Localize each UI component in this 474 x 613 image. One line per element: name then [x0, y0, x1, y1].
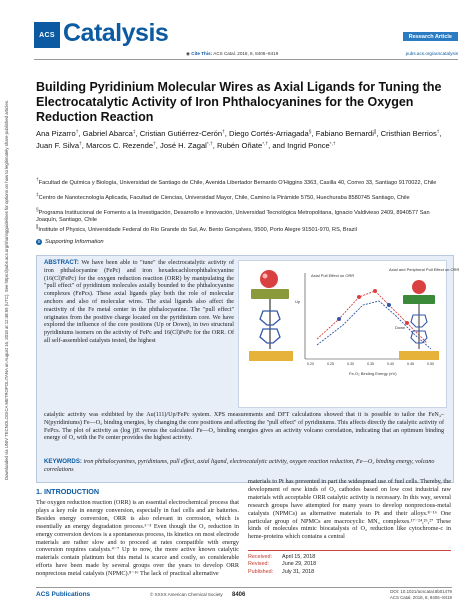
- intro-column-right: materials to Pt has prevented in part the widespread use of fuel cells. Thereby, the development of new kinds of O₂ cathodes based on low cost industrial raw materials with acceptable ORR catalytic activity is necessary. In this way, several research groups have attempted for many years to develop nonprecious-metal catalysts (NPMCs) as alternative materials to Pt and their alloys.⁸⁻¹⁶ One particular group of NPMCs are macrocyclic MN₄ complexes.¹⁷⁻²⁴,²⁶,²⁷ These kinds of molecules mimic biocatalysts of O₂ reduction like cytochrome-c in heme-proteins which contains a central: [248, 478, 451, 541]
- toc-graphic: [238, 260, 460, 408]
- affiliation-2: ‡Centro de Nanotecnología Aplicada, Facultad de Ciencias, Universidad Mayor, Chile, Camino la Pirámide 5750, Huechuraba 8580745 Santiago, Chile: [36, 193, 410, 201]
- journal-name: Catalysis: [63, 19, 169, 47]
- toc-x-label: Fe-O₂ Binding Energy (eV): [349, 371, 397, 376]
- author[interactable]: Juan F. Silva†,: [36, 140, 84, 150]
- article-title: Building Pyridinium Molecular Wires as Axial Ligands for Tuning the Electrocatalytic Activity of Iron Phthalocyanines for the Oxygen Reduction Reaction: [36, 80, 442, 124]
- author[interactable]: Marcos C. Rezende†,: [85, 140, 158, 150]
- toc-x-tick: 0.30: [347, 362, 354, 366]
- affiliation-1: †Facultad de Química y Biología, Universidad de Santiago de Chile, Avenida Libertador Bernardo O'Higgins 3363, Casilla 40, Correo 33, Santiago 9170022, Chile: [36, 178, 437, 186]
- author[interactable]: Fabiano Bernardi∥,: [315, 129, 379, 138]
- toc-x-tick: 0.45: [407, 362, 414, 366]
- copyright: © XXXX American Chemical Society: [150, 592, 223, 597]
- acs-mark: ACS: [34, 22, 60, 48]
- publication-dates: [248, 550, 451, 576]
- author[interactable]: Ana Pizarro†,: [36, 129, 81, 138]
- affiliation-3: §Programa Institucional de Fomento a la Investigación, Desarrollo e Innovación, Universidad Tecnológica Metropolitana, Ignacio Valdivieso 2409, 8940577 San Joaquín, Santiago, Chile: [36, 208, 430, 224]
- affiliation-4: ∥Institute of Physics, Universidade Federal do Rio Grande do Sul, Av. Bento Gonçalves, 9500, Porto Alegre 91501-970, RS, Brazil: [36, 225, 357, 233]
- intro-column-left: The oxygen reduction reaction (ORR) is an essential electrochemical process that plays a key role in energy conversion, especially in fuel cells and air batteries. Besides energy conversion, ORR is also relevant in corrosion, which is essentially an energy degradation process.¹⁻³ Even though the O₂ reduction in energy conversion devices is a spontaneous process, its kinetics on most electrode materials are rather slow and to proceed at rates compatible with energy conversion requires catalysts.⁴⁻⁷ Up to now, the more active known catalytic materials contain platinum but this metal is scarce and costly, so considerable efforts have been made by several groups over the years to develop ORR nonprecious metal catalysts (NPMC).⁸⁻¹⁶ The lack of practical alternative: [36, 499, 239, 578]
- toc-x-tick: 0.25: [327, 362, 334, 366]
- journal-link[interactable]: pubs.acs.org/acscatalysis: [405, 51, 458, 56]
- cite-icon: ◉: [186, 51, 192, 56]
- supporting-information-link[interactable]: S Supporting Information: [37, 239, 104, 245]
- author[interactable]: and Ingrid Ponce*,†: [272, 140, 336, 150]
- keywords: KEYWORDS: iron phthalocyanines, pyridiniums, pull effect, axial ligand, electrocatalytic activity, oxygen reaction reduction, Fe—O₂ binding energy, volcano correlations: [44, 458, 435, 473]
- author[interactable]: Rubén Oñate*,†,: [217, 140, 271, 150]
- page-number: 8406: [232, 592, 246, 598]
- author-list: [36, 128, 452, 151]
- toc-left-label: Axial Pull Effect on ORR: [311, 273, 355, 278]
- info-icon: S: [37, 239, 41, 244]
- toc-x-tick: 0.35: [367, 362, 374, 366]
- toc-x-tick: 0.50: [427, 362, 434, 366]
- article-type-badge: Research Article: [403, 32, 458, 41]
- down-label: Down: [395, 325, 406, 330]
- author[interactable]: Gabriel Abarca‡,: [82, 129, 138, 138]
- download-side-note: Downloaded via UNIV TECNOLOGICA METROPOLITANA on August 16, 2018 at 12:48:59 (UTC). See https://pubs.acs.org/sharingguidelines for options on how to legitimately share published articles.: [4, 99, 9, 480]
- date-revised: Revised: June 29, 2018: [248, 561, 317, 568]
- doi-info[interactable]: DOI: 10.1021/acscatal.8b01479 ACS Catal. 2018, 8, 8406−8419: [389, 589, 452, 600]
- author[interactable]: Diego Cortés-Arriagada§,: [228, 129, 314, 138]
- cite-line[interactable]: ◉ Cite This: ACS Catal. 2018, 8, 8406−8419: [186, 51, 279, 56]
- section-heading: 1. INTRODUCTION: [36, 487, 100, 496]
- author[interactable]: José H. Zagal*,†,: [160, 140, 215, 150]
- toc-x-tick: 0.20: [307, 362, 314, 366]
- journal-logo: [34, 19, 172, 48]
- author[interactable]: Cristhian Berrios†,: [380, 129, 442, 138]
- date-received: Received: April 15, 2018: [248, 554, 316, 560]
- abstract-text-part1: ABSTRACT: We have been able to "tune" the electrocatalytic activity of iron phthalocyanine (FePc) and iron hexadecachlorophthalocyanine (16(Cl)FePc) for the oxygen reduction reaction (ORR) by manipulating the "pull effect" of pyridinium molecules axially bounded to the phthalocyanine complexes (FePcs). These axial ligands play both the role of molecular anchors and also of molecular wires. The axial ligands also affect the reactivity of the Fe metal center in the phthalocyanine. The "pull effect" originates from the positive charge located on the pyridinium core. We have explored the influence of the core positions (Up or Down), in two structural pyridiniums isomers on the activity of FePc and 16(Cl)FePc for the ORR. Of all self-assembled catalysts tested, the highest: [44, 259, 234, 344]
- toc-x-tick: 0.40: [387, 362, 394, 366]
- header-divider: [34, 59, 458, 60]
- abstract-text-part2: catalytic activity was exhibited by the Au(111)/Up/FePc system. XPS measurements and DFT calculations showed that it is possible to tailor the FeN₄–N(pyridiniums) Fe—O₂ binding energies, by changing the core positions and affecting the "pull effect" of pyridiniums. This affects directly the catalytic activity of FePcs. The plot of activity as (log j)E versus the calculated Fe—O₂ binding energies gives an activity volcano correlation, indicating that an optimum binding energy of O₂ with the Fe center provides the highest activity.: [44, 412, 444, 442]
- publisher-logo: ACS Publications: [36, 591, 91, 598]
- date-published: Published: July 31, 2018: [248, 568, 315, 575]
- toc-right-label: Axial and Peripheral Pull Effect on ORR: [389, 267, 460, 272]
- up-label: Up: [295, 299, 301, 304]
- author[interactable]: Cristian Gutiérrez-Cerón†,: [139, 129, 227, 138]
